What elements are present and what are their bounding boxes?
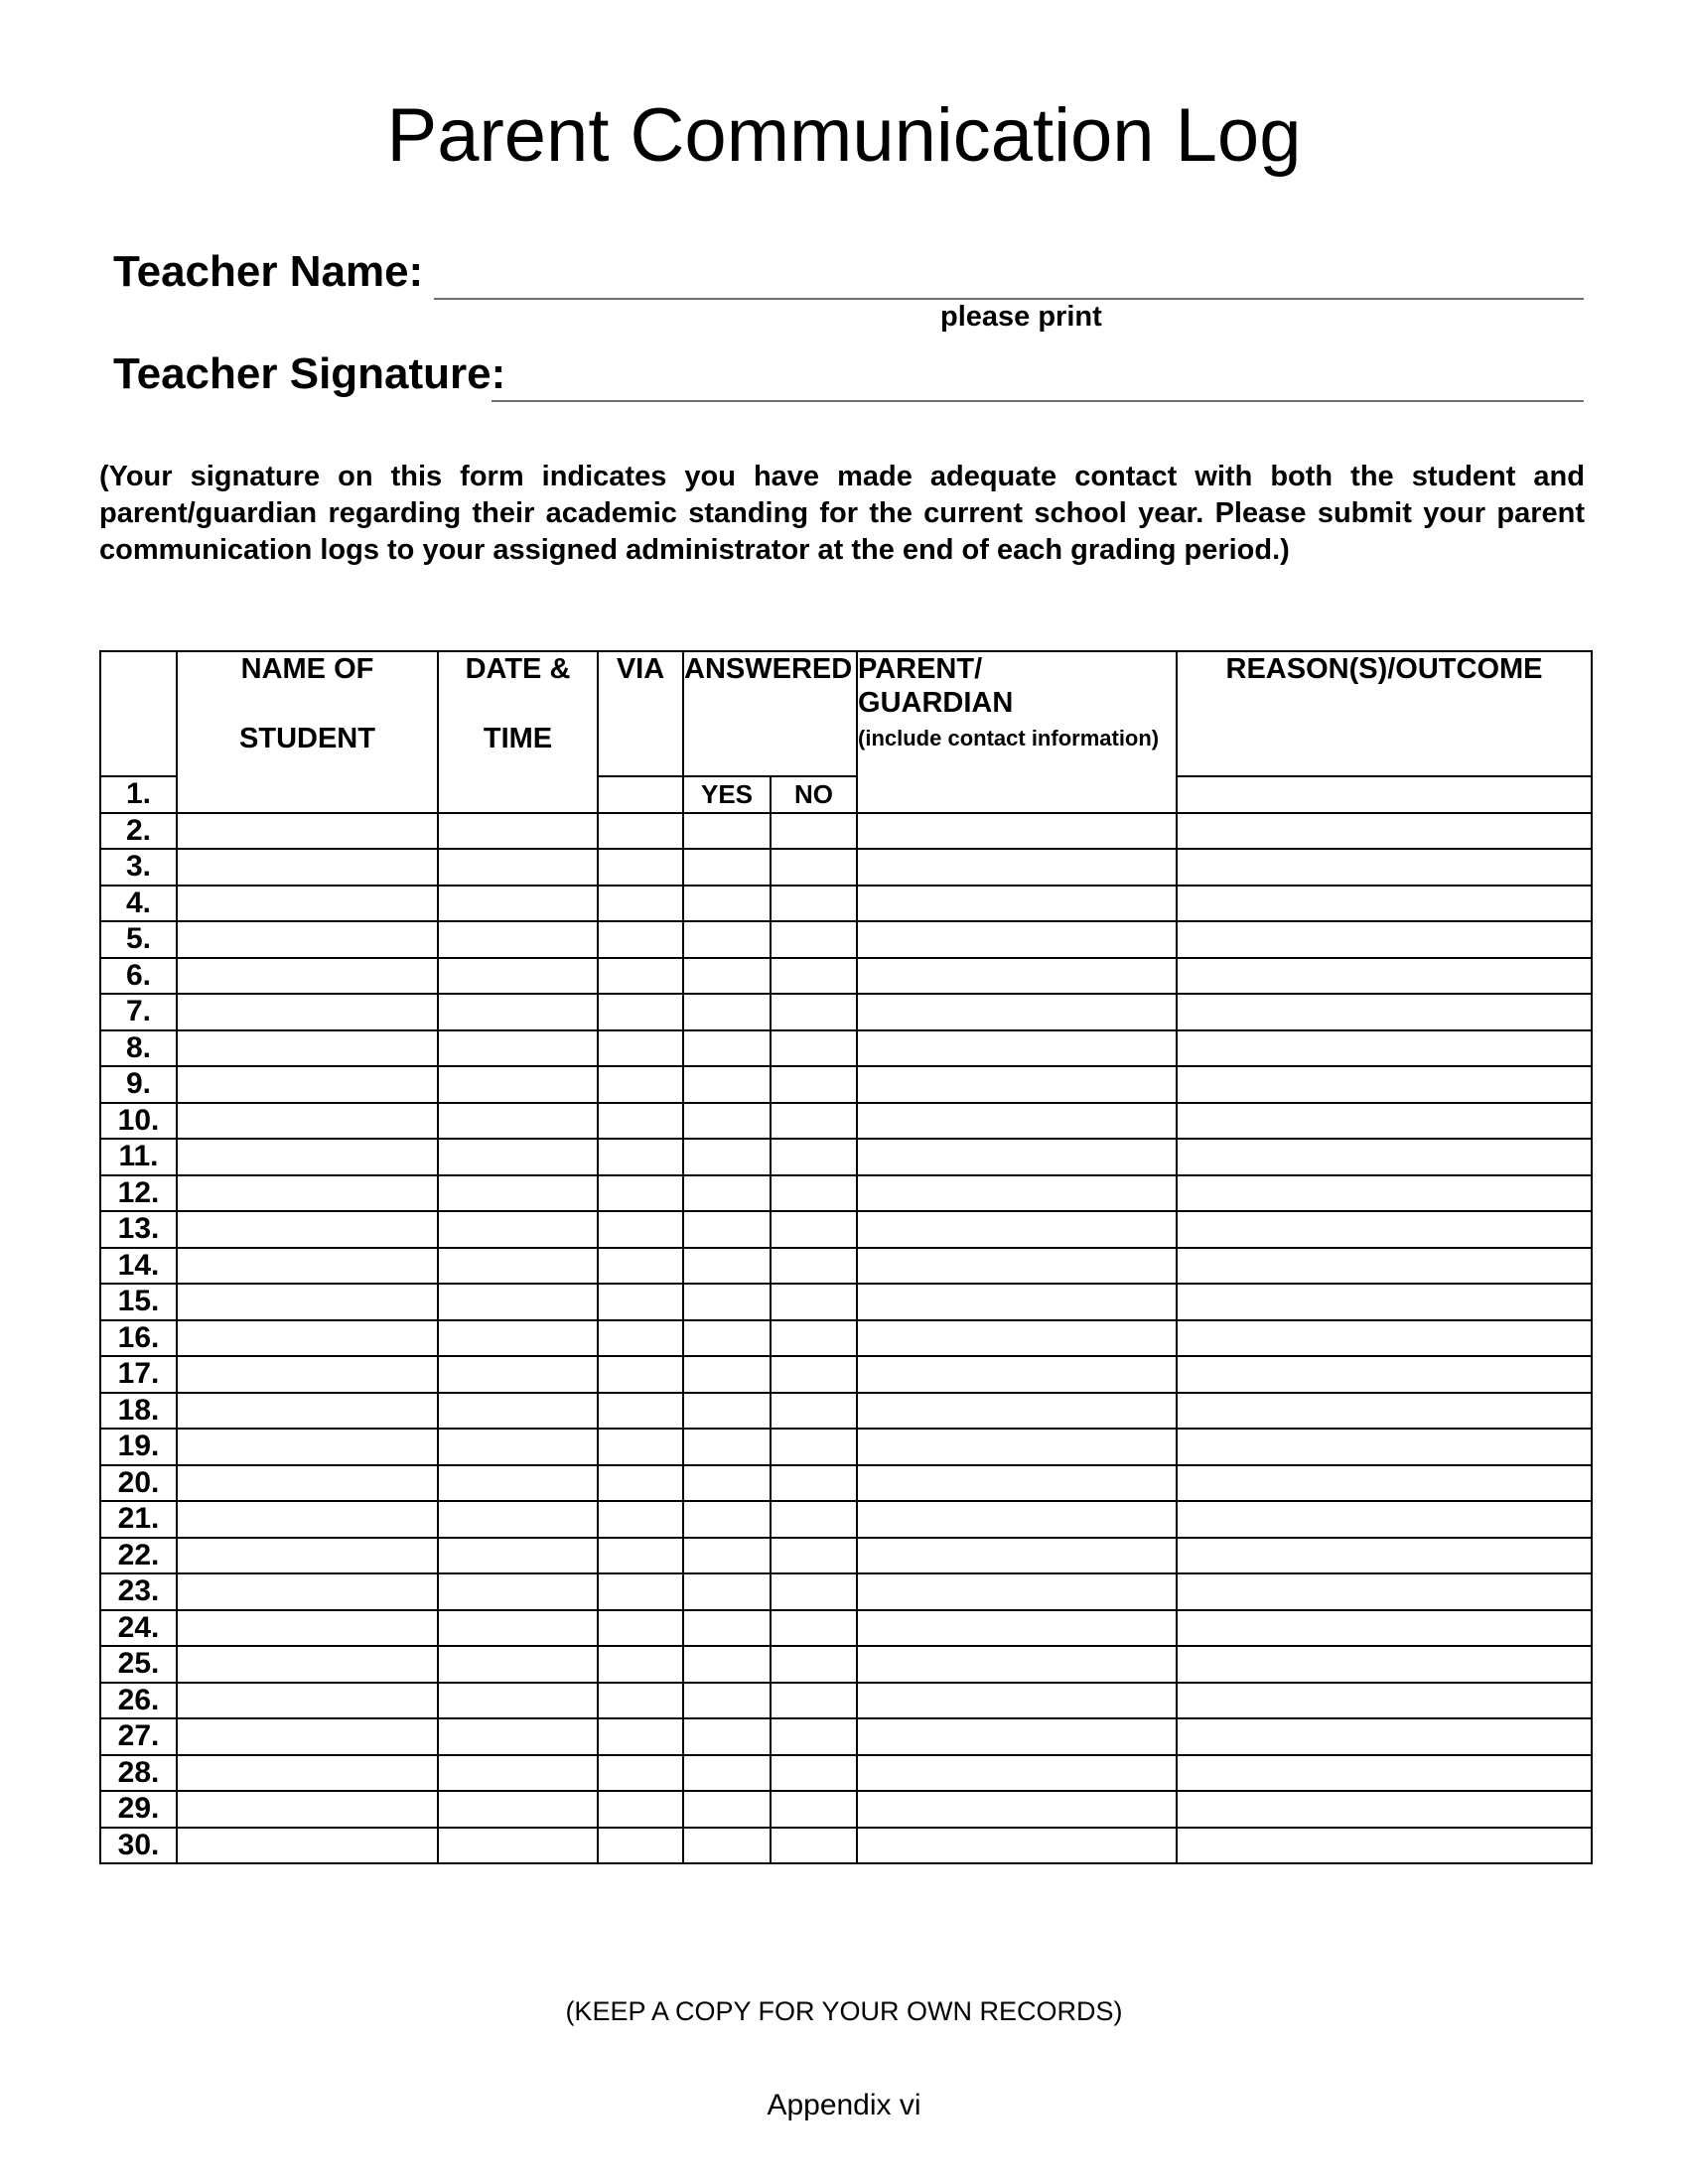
via-cell[interactable] (598, 1103, 683, 1140)
answered-no-cell[interactable] (771, 1103, 857, 1140)
reason-cell[interactable] (1177, 1284, 1592, 1320)
reason-cell[interactable] (1177, 1320, 1592, 1357)
student-name-cell[interactable] (177, 1683, 438, 1719)
reason-cell[interactable] (1177, 1683, 1592, 1719)
date-time-cell[interactable] (438, 1646, 598, 1683)
via-cell[interactable] (598, 1248, 683, 1285)
answered-yes-cell[interactable] (683, 1791, 771, 1828)
via-cell[interactable] (598, 776, 683, 813)
parent-guardian-cell[interactable] (857, 994, 1177, 1030)
reason-cell[interactable] (1177, 1139, 1592, 1175)
table-row (100, 849, 1592, 886)
reason-cell[interactable] (1177, 1211, 1592, 1248)
teacher-signature-field[interactable] (492, 400, 1584, 402)
header-answered: ANSWERED (683, 651, 857, 776)
table-row (100, 1718, 1592, 1755)
student-name-cell[interactable] (177, 849, 438, 886)
table-row (100, 1538, 1592, 1574)
student-name-cell[interactable] (177, 1791, 438, 1828)
table-row (100, 1248, 1592, 1285)
student-name-cell[interactable] (177, 1538, 438, 1574)
table-row (100, 1356, 1592, 1393)
answered-no-cell[interactable] (771, 1393, 857, 1430)
answered-no-cell[interactable] (771, 1284, 857, 1320)
date-time-cell[interactable] (438, 1573, 598, 1610)
student-name-cell[interactable] (177, 1718, 438, 1755)
header-via: VIA (598, 651, 683, 776)
row-number: 16. (100, 1320, 177, 1357)
row-number: 28. (100, 1755, 177, 1792)
row-number: 24. (100, 1610, 177, 1647)
answered-yes-cell[interactable] (683, 958, 771, 995)
parent-guardian-cell[interactable] (857, 1610, 1177, 1647)
answered-yes-cell[interactable] (683, 1320, 771, 1357)
answered-yes-cell[interactable] (683, 1139, 771, 1175)
teacher-name-label: Teacher Name: (113, 247, 424, 296)
header-number-cell (100, 651, 177, 776)
answered-no-cell[interactable] (771, 849, 857, 886)
date-time-cell[interactable] (438, 1066, 598, 1103)
row-number: 2. (100, 813, 177, 850)
answered-yes-cell[interactable] (683, 921, 771, 958)
parent-guardian-cell[interactable] (857, 1718, 1177, 1755)
header-date-spacer (439, 686, 597, 722)
table-row (100, 1103, 1592, 1140)
via-cell[interactable] (598, 1211, 683, 1248)
parent-guardian-cell[interactable] (857, 1066, 1177, 1103)
row-number: 30. (100, 1828, 177, 1864)
student-name-cell[interactable] (177, 1103, 438, 1140)
answered-yes-cell[interactable] (683, 1211, 771, 1248)
table-row (100, 1828, 1592, 1864)
via-cell[interactable] (598, 1828, 683, 1864)
answered-no-cell[interactable] (771, 1139, 857, 1175)
table-row (100, 1465, 1592, 1502)
via-cell[interactable] (598, 813, 683, 850)
student-name-cell[interactable] (177, 1828, 438, 1864)
via-cell[interactable] (598, 1175, 683, 1212)
row-number: 27. (100, 1718, 177, 1755)
table-row (100, 1683, 1592, 1719)
answered-yes-cell[interactable] (683, 994, 771, 1030)
answered-yes-cell[interactable] (683, 1429, 771, 1465)
student-name-cell[interactable] (177, 1573, 438, 1610)
date-time-cell[interactable] (438, 1465, 598, 1502)
parent-guardian-cell[interactable] (857, 1791, 1177, 1828)
table-row (100, 1320, 1592, 1357)
via-cell[interactable] (598, 1791, 683, 1828)
table-row (100, 813, 1592, 850)
answered-yes-cell[interactable] (683, 1030, 771, 1067)
via-cell[interactable] (598, 849, 683, 886)
answered-no-cell[interactable] (771, 1465, 857, 1502)
reason-cell[interactable] (1177, 849, 1592, 886)
header-parent-line1: PARENT/ (858, 653, 983, 685)
header-parent-sub: (include contact information) (858, 726, 1160, 751)
date-time-cell[interactable] (438, 849, 598, 886)
student-name-cell[interactable] (177, 1320, 438, 1357)
table-row (100, 1030, 1592, 1067)
student-name-cell[interactable] (177, 1610, 438, 1647)
parent-guardian-cell[interactable] (857, 1030, 1177, 1067)
date-time-cell[interactable] (438, 1248, 598, 1285)
header-date-line1: DATE & (465, 653, 571, 685)
reason-cell[interactable] (1177, 921, 1592, 958)
date-time-cell[interactable] (438, 1030, 598, 1067)
answered-no-cell[interactable] (771, 921, 857, 958)
reason-cell[interactable] (1177, 1429, 1592, 1465)
row-number: 3. (100, 849, 177, 886)
answered-no-cell[interactable] (771, 1320, 857, 1357)
date-time-cell[interactable] (438, 1791, 598, 1828)
reason-cell[interactable] (1177, 1356, 1592, 1393)
via-cell[interactable] (598, 1066, 683, 1103)
date-time-cell[interactable] (438, 1610, 598, 1647)
student-name-cell[interactable] (177, 1139, 438, 1175)
teacher-name-field[interactable] (434, 298, 1584, 300)
parent-guardian-cell[interactable] (857, 1175, 1177, 1212)
date-time-cell[interactable] (438, 813, 598, 850)
student-name-cell[interactable] (177, 1248, 438, 1285)
via-cell[interactable] (598, 1755, 683, 1792)
date-time-cell[interactable] (438, 958, 598, 995)
parent-guardian-cell[interactable] (857, 1139, 1177, 1175)
parent-guardian-cell[interactable] (857, 1646, 1177, 1683)
row-number: 21. (100, 1501, 177, 1538)
via-cell[interactable] (598, 1030, 683, 1067)
via-cell[interactable] (598, 1139, 683, 1175)
teacher-name-hint: please print (940, 301, 1102, 333)
table-row (100, 1211, 1592, 1248)
row-number: 25. (100, 1646, 177, 1683)
row-number: 19. (100, 1429, 177, 1465)
parent-guardian-cell[interactable] (857, 1755, 1177, 1792)
answered-yes-cell[interactable] (683, 1683, 771, 1719)
reason-cell[interactable] (1177, 1501, 1592, 1538)
header-date-time (438, 651, 598, 813)
answered-no-cell[interactable] (771, 886, 857, 922)
row-number: 11. (100, 1139, 177, 1175)
table-row (100, 1066, 1592, 1103)
table-row (100, 886, 1592, 922)
reason-cell[interactable] (1177, 1175, 1592, 1212)
student-name-cell[interactable] (177, 921, 438, 958)
answered-no-cell[interactable] (771, 1211, 857, 1248)
date-time-cell[interactable] (438, 1284, 598, 1320)
date-time-cell[interactable] (438, 1718, 598, 1755)
table-row (100, 1175, 1592, 1212)
date-time-cell[interactable] (438, 1103, 598, 1140)
parent-guardian-cell[interactable] (857, 1320, 1177, 1357)
answered-yes-cell[interactable] (683, 1393, 771, 1430)
parent-guardian-cell[interactable] (857, 849, 1177, 886)
reason-cell[interactable] (1177, 1030, 1592, 1067)
answered-yes-cell[interactable] (683, 1465, 771, 1502)
answered-no-cell[interactable] (771, 1248, 857, 1285)
student-name-cell[interactable] (177, 1646, 438, 1683)
row-number: 17. (100, 1356, 177, 1393)
row-number: 23. (100, 1573, 177, 1610)
answered-no-cell[interactable] (771, 1175, 857, 1212)
reason-cell[interactable] (1177, 776, 1592, 813)
answered-no-cell[interactable] (771, 1501, 857, 1538)
table-row (100, 1573, 1592, 1610)
answered-yes-cell[interactable] (683, 813, 771, 850)
table-row (100, 1646, 1592, 1683)
answered-yes-cell[interactable] (683, 1066, 771, 1103)
answered-no-cell[interactable] (771, 1538, 857, 1574)
parent-guardian-cell[interactable] (857, 1103, 1177, 1140)
row-number: 7. (100, 994, 177, 1030)
header-parent-line2: GUARDIAN (858, 687, 1014, 719)
keep-copy-note: (KEEP A COPY FOR YOUR OWN RECORDS) (565, 1996, 1123, 2026)
header-name-of-student (177, 651, 438, 813)
header-no: NO (771, 776, 857, 813)
header-row (100, 651, 1592, 776)
via-cell[interactable] (598, 958, 683, 995)
teacher-signature-label: Teacher Signature: (113, 349, 506, 398)
answered-no-cell[interactable] (771, 1610, 857, 1647)
via-cell[interactable] (598, 1718, 683, 1755)
answered-no-cell[interactable] (771, 1718, 857, 1755)
answered-yes-cell[interactable] (683, 1356, 771, 1393)
signature-notice: (Your signature on this form indicates you have made adequate contact with both the student and parent/guardian regarding their academic standing for the current school year. Please submit your parent communication logs to your assigned administrator at the end of each grading period.) (99, 461, 1585, 566)
date-time-cell[interactable] (438, 1828, 598, 1864)
row-number: 4. (100, 886, 177, 922)
answered-yes-cell[interactable] (683, 1610, 771, 1647)
via-cell[interactable] (598, 1356, 683, 1393)
parent-guardian-cell[interactable] (857, 1538, 1177, 1574)
row-number: 12. (100, 1175, 177, 1212)
via-cell[interactable] (598, 1465, 683, 1502)
answered-no-cell[interactable] (771, 1030, 857, 1067)
answered-no-cell[interactable] (771, 813, 857, 850)
header-name-spacer (178, 686, 437, 722)
reason-cell[interactable] (1177, 886, 1592, 922)
row-number: 1. (100, 776, 177, 813)
via-cell[interactable] (598, 1610, 683, 1647)
answered-yes-cell[interactable] (683, 849, 771, 886)
header-date-line2: TIME (483, 723, 553, 754)
reason-cell[interactable] (1177, 1610, 1592, 1647)
header-reason-outcome: REASON(S)/OUTCOME (1177, 651, 1592, 776)
communication-log-table (99, 650, 1593, 1864)
header-name-line1: NAME OF (240, 653, 374, 685)
answered-no-cell[interactable] (771, 1791, 857, 1828)
date-time-cell[interactable] (438, 1538, 598, 1574)
row-number: 6. (100, 958, 177, 995)
table-row (100, 1791, 1592, 1828)
answered-no-cell[interactable] (771, 1828, 857, 1864)
answered-yes-cell[interactable] (683, 1501, 771, 1538)
row-number: 15. (100, 1284, 177, 1320)
reason-cell[interactable] (1177, 1465, 1592, 1502)
answered-yes-cell[interactable] (683, 1828, 771, 1864)
student-name-cell[interactable] (177, 1465, 438, 1502)
reason-cell[interactable] (1177, 1791, 1592, 1828)
answered-no-cell[interactable] (771, 1066, 857, 1103)
parent-guardian-cell[interactable] (857, 1465, 1177, 1502)
reason-cell[interactable] (1177, 1103, 1592, 1140)
student-name-cell[interactable] (177, 1356, 438, 1393)
table-row (100, 1139, 1592, 1175)
row-number: 8. (100, 1030, 177, 1067)
row-number: 20. (100, 1465, 177, 1502)
answered-yes-cell[interactable] (683, 1573, 771, 1610)
table-row (100, 1755, 1592, 1792)
appendix-label: Appendix vi (767, 2089, 921, 2121)
student-name-cell[interactable] (177, 1429, 438, 1465)
via-cell[interactable] (598, 994, 683, 1030)
date-time-cell[interactable] (438, 1139, 598, 1175)
via-cell[interactable] (598, 921, 683, 958)
answered-no-cell[interactable] (771, 994, 857, 1030)
student-name-cell[interactable] (177, 1501, 438, 1538)
header-yes: YES (683, 776, 771, 813)
table-row (100, 1393, 1592, 1430)
reason-cell[interactable] (1177, 994, 1592, 1030)
parent-guardian-cell[interactable] (857, 1248, 1177, 1285)
answered-no-cell[interactable] (771, 958, 857, 995)
parent-guardian-cell[interactable] (857, 1284, 1177, 1320)
row-number: 29. (100, 1791, 177, 1828)
table-row (100, 1501, 1592, 1538)
reason-cell[interactable] (1177, 1755, 1592, 1792)
row-number: 5. (100, 921, 177, 958)
date-time-cell[interactable] (438, 1501, 598, 1538)
parent-guardian-cell[interactable] (857, 1393, 1177, 1430)
answered-no-cell[interactable] (771, 1683, 857, 1719)
date-time-cell[interactable] (438, 1683, 598, 1719)
reason-cell[interactable] (1177, 1718, 1592, 1755)
student-name-cell[interactable] (177, 958, 438, 995)
via-cell[interactable] (598, 1429, 683, 1465)
parent-guardian-cell[interactable] (857, 958, 1177, 995)
date-time-cell[interactable] (438, 1320, 598, 1357)
row-number: 22. (100, 1538, 177, 1574)
reason-cell[interactable] (1177, 1573, 1592, 1610)
parent-guardian-cell[interactable] (857, 1356, 1177, 1393)
answered-yes-cell[interactable] (683, 1284, 771, 1320)
header-parent-guardian (857, 651, 1177, 813)
parent-guardian-cell[interactable] (857, 813, 1177, 850)
student-name-cell[interactable] (177, 994, 438, 1030)
reason-cell[interactable] (1177, 1066, 1592, 1103)
answered-yes-cell[interactable] (683, 1175, 771, 1212)
answered-no-cell[interactable] (771, 1755, 857, 1792)
reason-cell[interactable] (1177, 1538, 1592, 1574)
row-number: 14. (100, 1248, 177, 1285)
date-time-cell[interactable] (438, 1211, 598, 1248)
date-time-cell[interactable] (438, 1393, 598, 1430)
parent-guardian-cell[interactable] (857, 886, 1177, 922)
student-name-cell[interactable] (177, 1066, 438, 1103)
table-row (100, 921, 1592, 958)
date-time-cell[interactable] (438, 1755, 598, 1792)
reason-cell[interactable] (1177, 1646, 1592, 1683)
student-name-cell[interactable] (177, 813, 438, 850)
answered-yes-cell[interactable] (683, 1103, 771, 1140)
answered-yes-cell[interactable] (683, 1538, 771, 1574)
date-time-cell[interactable] (438, 921, 598, 958)
answered-yes-cell[interactable] (683, 1248, 771, 1285)
row-number: 26. (100, 1683, 177, 1719)
parent-guardian-cell[interactable] (857, 1683, 1177, 1719)
answered-yes-cell[interactable] (683, 1646, 771, 1683)
via-cell[interactable] (598, 1320, 683, 1357)
reason-cell[interactable] (1177, 1248, 1592, 1285)
student-name-cell[interactable] (177, 1175, 438, 1212)
answered-yes-cell[interactable] (683, 1718, 771, 1755)
table-row (100, 1429, 1592, 1465)
row-number: 9. (100, 1066, 177, 1103)
page-title: Parent Communication Log (386, 93, 1302, 178)
reason-cell[interactable] (1177, 958, 1592, 995)
table-row (100, 1284, 1592, 1320)
answered-no-cell[interactable] (771, 1573, 857, 1610)
answered-no-cell[interactable] (771, 1356, 857, 1393)
parent-guardian-cell[interactable] (857, 1828, 1177, 1864)
via-cell[interactable] (598, 1683, 683, 1719)
header-name-line2: STUDENT (239, 723, 375, 754)
table-row (100, 1610, 1592, 1647)
student-name-cell[interactable] (177, 1755, 438, 1792)
via-cell[interactable] (598, 1573, 683, 1610)
date-time-cell[interactable] (438, 1175, 598, 1212)
answered-yes-cell[interactable] (683, 1755, 771, 1792)
reason-cell[interactable] (1177, 1828, 1592, 1864)
parent-guardian-cell[interactable] (857, 1429, 1177, 1465)
via-cell[interactable] (598, 1538, 683, 1574)
parent-guardian-cell[interactable] (857, 921, 1177, 958)
date-time-cell[interactable] (438, 1356, 598, 1393)
parent-guardian-cell[interactable] (857, 1501, 1177, 1538)
student-name-cell[interactable] (177, 1284, 438, 1320)
date-time-cell[interactable] (438, 886, 598, 922)
row-number: 18. (100, 1393, 177, 1430)
via-cell[interactable] (598, 1284, 683, 1320)
reason-cell[interactable] (1177, 813, 1592, 850)
table-row (100, 958, 1592, 995)
table-row (100, 994, 1592, 1030)
via-cell[interactable] (598, 1646, 683, 1683)
via-cell[interactable] (598, 1501, 683, 1538)
answered-no-cell[interactable] (771, 1429, 857, 1465)
answered-no-cell[interactable] (771, 1646, 857, 1683)
answered-yes-cell[interactable] (683, 886, 771, 922)
student-name-cell[interactable] (177, 1030, 438, 1067)
student-name-cell[interactable] (177, 1393, 438, 1430)
date-time-cell[interactable] (438, 994, 598, 1030)
row-number: 13. (100, 1211, 177, 1248)
row-number: 10. (100, 1103, 177, 1140)
parent-guardian-cell[interactable] (857, 1211, 1177, 1248)
via-cell[interactable] (598, 886, 683, 922)
via-cell[interactable] (598, 1393, 683, 1430)
parent-guardian-cell[interactable] (857, 1573, 1177, 1610)
reason-cell[interactable] (1177, 1393, 1592, 1430)
student-name-cell[interactable] (177, 886, 438, 922)
date-time-cell[interactable] (438, 1429, 598, 1465)
student-name-cell[interactable] (177, 1211, 438, 1248)
